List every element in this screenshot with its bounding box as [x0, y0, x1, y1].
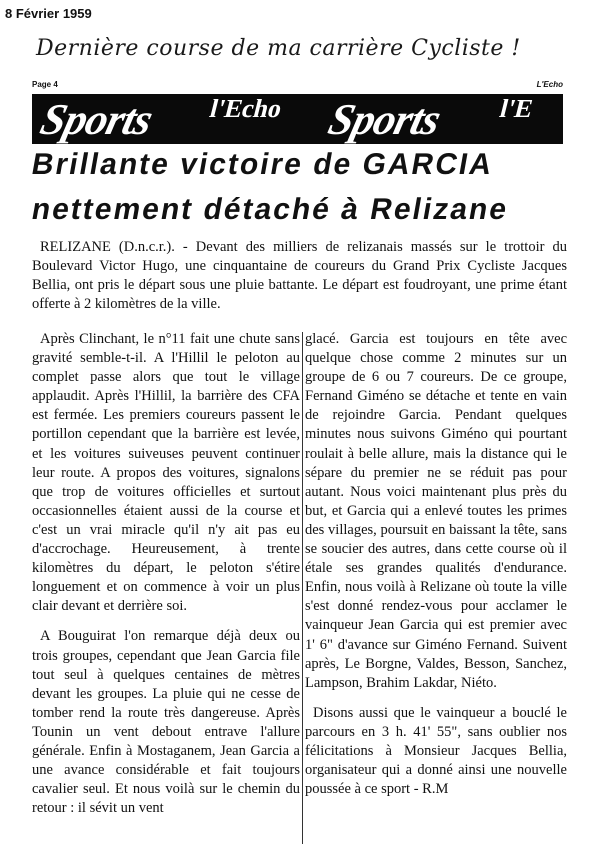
banner-paper-1: l'Echo [207, 94, 286, 123]
paragraph: A Bouguirat l'on remarque déjà deux ou trois groupes, cependant que Jean Garcia file tout seul à quelques centaines de mètres devant les groupes. La pluie qui ne cesse de tomber rend la route très dangereuse. Après Tounin un vent debout entrave l'allure générale. Enfin à Mostaganem, Jean Garcia a une avance considérable et fait toujours cavalier seul. Et nous voilà sur le chemin du retour : il sévit un vent [32, 628, 300, 817]
headline-line-1: Brillante victoire de GARCIA [29, 148, 497, 181]
paragraph: Après Clinchant, le n°11 fait une chute sans gravité semble-t-il. A l'Hillil le peloton au complet passe alors que tout le village applaudit. Après l'Hillil, la barrière des CFA est fermée. Les premiers coureurs passent le portillon cependant que la barrière est levée, et les voitures suiveuses peuvent continuer leur route. A propos des voitures, signalons que trop de voitures officielles et surtout occasionnelles étaient aussi de la course et c'est un vrai miracle qu'il n'y ait pas eu d'accrochage. Heureusement, à trente kilomètres du départ, le peloton s'étire longuement et on commence à voir un plus clair devant et derrière soi. [32, 331, 300, 615]
page-number: Page 4 [32, 80, 58, 89]
handwritten-note: Dernière course de ma carrière Cycliste ! [36, 36, 521, 61]
banner-sports-1: Sports [35, 95, 157, 144]
headline-line-2: nettement détaché à Relizane [29, 193, 512, 226]
article-right-column [305, 330, 567, 799]
column-divider [302, 332, 303, 844]
paper-name: L'Echo [536, 80, 563, 89]
banner-paper-2: l'E [497, 94, 537, 123]
article-intro: RELIZANE (D.n.c.r.). - Devant des milliers de relizanais massés sur le trottoir du Boulevard Victor Hugo, une cinquantaine de coureurs du Grand Prix Cycliste Jacques Bellia, ont pris le départ sous une pluie battante. Le départ est foudroyant, une prime étant offerte à 2 kilomètres de la ville. [32, 239, 567, 313]
banner-sports-2: Sports [323, 95, 445, 144]
sports-banner [32, 94, 563, 144]
article-left-column [32, 330, 300, 818]
paragraph: Disons aussi que le vainqueur a bouclé le parcours en 3 h. 41' 55", sans oublier nos félicitations à Monsieur Jacques Bellia, organisateur qui a donné ainsi une nouvelle poussée à ce sport - R.M [305, 704, 567, 798]
paragraph: glacé. Garcia est toujours en tête avec quelque chose comme 2 minutes sur un groupe de 6 ou 7 coureurs. De ce groupe, Fernand Giméno se détache et tente en vain de rejoindre Garcia. Pendant quelques minutes nous suivons Giméno qui pourtant roulait à belle allure, mais la distance qui le sépare du premier ne se réduit pas pour autant. Nous voici maintenant plus près du but, et Garcia qui a enlevé toutes les primes des villages, poursuit en baissant la tête, sans se soucier des autres, dans cette course où il étale ses grandes qualités d'endurance. Enfin, nous voilà à Relizane où toute la ville s'est donné rendez-vous pour acclamer le vainqueur Jean Garcia qui est premier avec 1' 6" d'avance sur Giméno Fernand. Suivent après, Le Borgne, Valdes, Besson, Sanchez, Lampson, Brahim Lakdar, Niéto. [305, 331, 567, 691]
clipping-date: 8 Février 1959 [5, 6, 92, 21]
page-header [32, 80, 563, 92]
